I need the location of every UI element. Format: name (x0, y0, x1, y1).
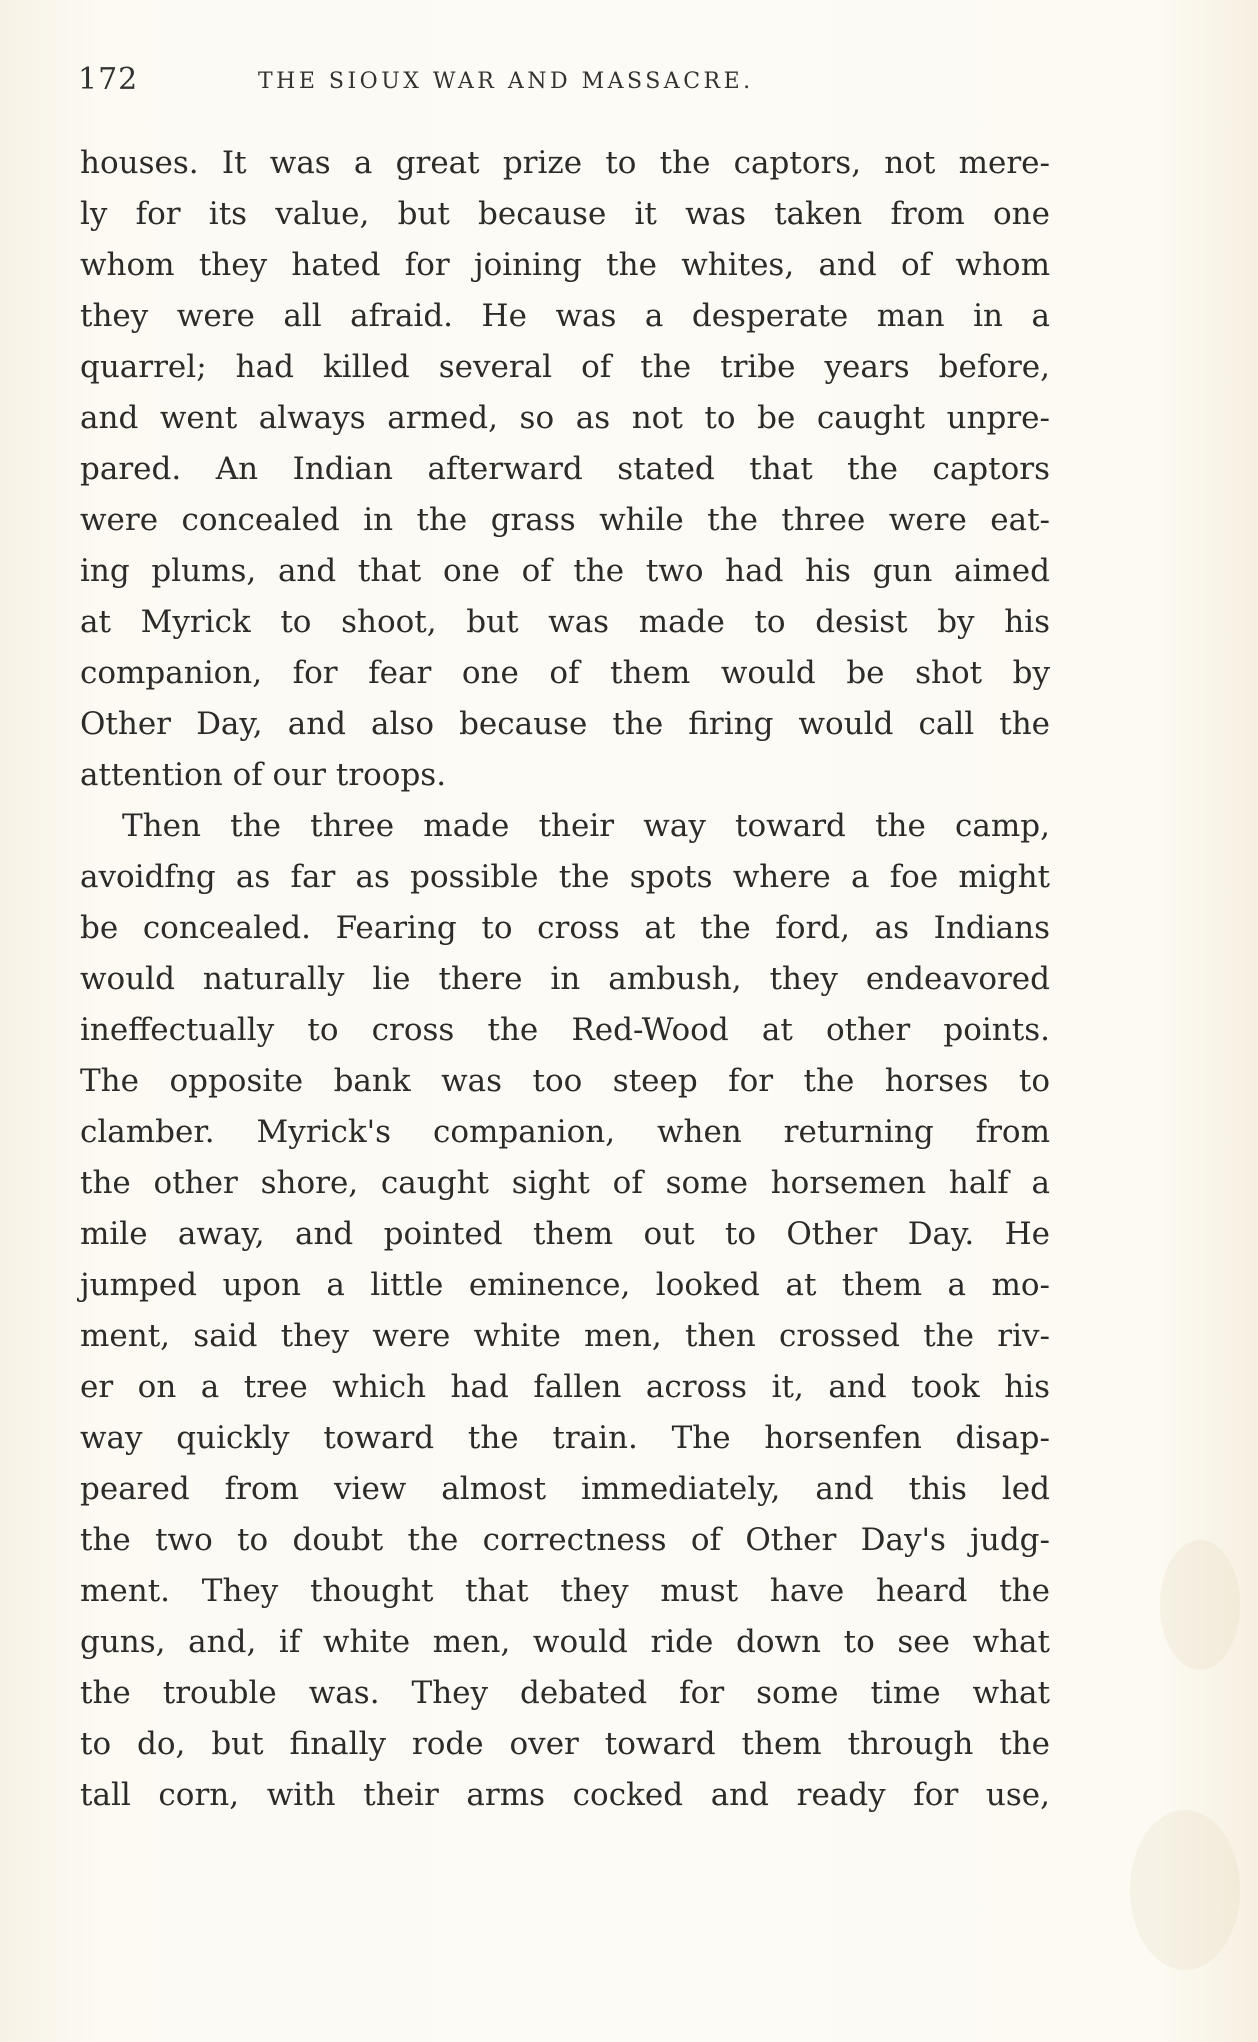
text-line: be concealed. Fearing to cross at the ford, as Indians (80, 910, 1050, 946)
text-line: clamber. Myrick's companion, when returning from (80, 1114, 1050, 1150)
text-line: jumped upon a little eminence, looked at them a mo- (80, 1267, 1050, 1303)
paper-stain (1160, 1540, 1240, 1670)
running-title: THE SIOUX WAR AND MASSACRE. (258, 69, 754, 94)
text-line: companion, for fear one of them would be shot by (80, 655, 1050, 691)
text-line: ment, said they were white men, then crossed the riv- (80, 1318, 1050, 1354)
paper-stain (1130, 1810, 1240, 1970)
text-line: and went always armed, so as not to be caught unpre- (80, 400, 1050, 436)
text-line: tall corn, with their arms cocked and ready for use, (80, 1777, 1050, 1813)
text-line: The opposite bank was too steep for the horses to (80, 1063, 1050, 1099)
text-line: whom they hated for joining the whites, and of whom (80, 247, 1050, 283)
text-line: the two to doubt the correctness of Other Day's judg- (80, 1522, 1050, 1558)
body-text (80, 138, 1050, 1821)
paragraph-end-line: attention of our troops. (80, 757, 447, 793)
text-line: ment. They thought that they must have heard the (80, 1573, 1050, 1609)
text-line: they were all afraid. He was a desperate man in a (80, 298, 1050, 334)
text-line: ly for its value, but because it was taken from one (80, 196, 1050, 232)
text-line: guns, and, if white men, would ride down to see what (80, 1624, 1050, 1660)
text-line: the trouble was. They debated for some time what (80, 1675, 1050, 1711)
text-line: peared from view almost immediately, and this led (80, 1471, 1050, 1507)
text-line: pared. An Indian afterward stated that the captors (80, 451, 1050, 487)
text-line: would naturally lie there in ambush, they endeavored (80, 961, 1050, 997)
text-line: way quickly toward the train. The horsenfen disap- (80, 1420, 1050, 1456)
text-line: ing plums, and that one of the two had his gun aimed (80, 553, 1050, 589)
text-line: houses. It was a great prize to the captors, not mere- (80, 145, 1050, 181)
text-line: to do, but finally rode over toward them through the (80, 1726, 1050, 1762)
text-line: Other Day, and also because the firing would call the (80, 706, 1050, 742)
text-line: at Myrick to shoot, but was made to desist by his (80, 604, 1050, 640)
page-header (78, 62, 1058, 102)
text-line: er on a tree which had fallen across it, and took his (80, 1369, 1050, 1405)
text-line: ineffectually to cross the Red-Wood at other points. (80, 1012, 1050, 1048)
text-line: mile away, and pointed them out to Other Day. He (80, 1216, 1050, 1252)
text-line: quarrel; had killed several of the tribe years before, (80, 349, 1050, 385)
text-line: avoidfng as far as possible the spots where a foe might (80, 859, 1050, 895)
paragraph-start-line: Then the three made their way toward the camp, (122, 808, 1050, 844)
text-line: the other shore, caught sight of some horsemen half a (80, 1165, 1050, 1201)
page-number: 172 (78, 62, 139, 97)
text-line: were concealed in the grass while the three were eat- (80, 502, 1050, 538)
